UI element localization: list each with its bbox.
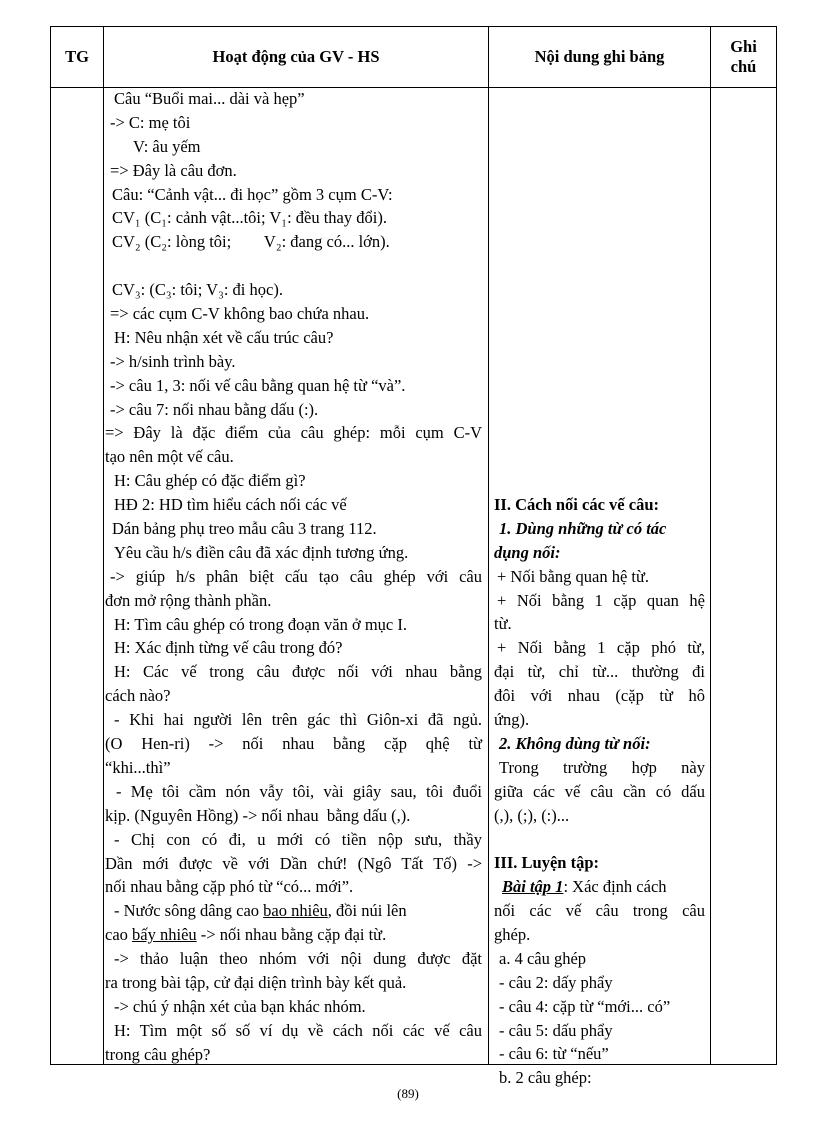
content-line: a. 4 câu ghép: [499, 948, 587, 968]
activity-line: CV₁ (C₁: cảnh vật...tôi; V₁: đều thay đổi).: [112, 208, 387, 228]
activity-line: => các cụm C-V không bao chứa nhau.: [110, 304, 370, 324]
activity-line: tạo nên một vế câu.: [105, 447, 234, 467]
content-line: từ.: [494, 614, 512, 634]
content-text: : Xác định cách: [563, 877, 667, 897]
exercise-title-line: [494, 875, 705, 899]
exercise-title: Bài tập 1: [502, 877, 564, 897]
subheading: 2. Không dùng từ nối:: [499, 733, 651, 753]
activity-line: kịp. (Nguyên Hồng) -> nối nhau bằng dấu (,).: [105, 805, 411, 825]
content-line: Trong trường hợp này: [499, 757, 705, 777]
activity-line-mixed: [105, 899, 482, 923]
header-note: Ghi chú: [730, 37, 757, 76]
activity-line: (O Hen-ri) -> nối nhau bằng cặp qhệ từ: [105, 734, 482, 754]
activity-line: H: Các vế trong câu được nối với nhau bằng: [114, 662, 482, 682]
content-line: + Nối bằng 1 cặp quan hệ: [497, 590, 705, 610]
activity-line: ra trong bài tập, cử đại diện trình bày kết quả.: [105, 972, 407, 992]
activity-line: -> giúp h/s phân biệt cấu tạo câu ghép với câu: [110, 566, 482, 586]
activity-text: cao: [105, 925, 128, 945]
activity-text: -> nối nhau bằng cặp đại từ.: [200, 925, 387, 945]
activity-line: Dần mới được về với Dần chứ! (Ngô Tất Tố) ->: [105, 853, 482, 873]
activity-line: Yêu cầu h/s điền câu đã xác định tương ứng.: [114, 542, 409, 562]
table-header-row: [51, 27, 776, 88]
section-heading-text: II. Cách nối các vế câu:: [494, 495, 659, 514]
content-line: nối các vế câu trong câu: [494, 901, 705, 921]
activity-line: H: Xác định từng vế câu trong đó?: [114, 638, 343, 658]
activity-line: -> chú ý nhận xét của bạn khác nhóm.: [114, 996, 366, 1016]
content-line: b. 2 câu ghép:: [499, 1068, 592, 1088]
content-line: đại từ, chỉ từ... thường đi: [494, 662, 705, 682]
activity-line-mixed: [105, 923, 482, 947]
activity-line: CV₂ (C₂: lòng tôi; V₂: đang có... lớn).: [112, 232, 390, 252]
content-line: + Nối bằng 1 cặp phó từ,: [497, 638, 705, 658]
header-activity: Hoạt động của GV - HS: [212, 47, 380, 66]
content-line: ghép.: [494, 925, 531, 945]
activity-line: - Chị con có đi, u mới có tiền nộp sưu, thầy: [114, 829, 482, 849]
header-tg: TG: [65, 47, 89, 66]
activity-line: Câu “Buổi mai... dài và hẹp”: [114, 89, 305, 108]
activity-line: đơn mở rộng thành phần.: [105, 590, 272, 610]
activity-line: => Đây là câu đơn.: [110, 160, 237, 180]
underlined-word: bấy nhiêu: [132, 925, 197, 945]
activity-line: - Mẹ tôi cầm nón vẫy tôi, vài giây sau, tôi đuổi: [116, 781, 482, 801]
activity-line: - Khi hai người lên trên gác thì Giôn-xi đã ngủ.: [114, 710, 482, 730]
activity-cell: [105, 87, 482, 1064]
activity-line: cách nào?: [105, 686, 171, 706]
activity-line: V: âu yếm: [133, 136, 201, 156]
activity-line: CV₃: (C₃: tôi; V₃: đi học).: [112, 280, 283, 300]
content-cell: [494, 87, 705, 1088]
activity-line: nối nhau bằng cặp phó từ “có... mới”.: [105, 877, 354, 897]
content-line: - câu 5: dấu phẩy: [499, 1020, 613, 1040]
activity-line: -> C: mẹ tôi: [110, 112, 191, 132]
activity-line: -> câu 7: nối nhau bằng dấu (:).: [110, 399, 319, 419]
content-line: - câu 4: cặp từ “mới... có”: [499, 996, 671, 1016]
content-line: (,), (;), (:)...: [494, 805, 570, 825]
column-divider: [103, 27, 104, 1064]
content-line: + Nối bằng quan hệ từ.: [497, 566, 650, 586]
activity-line: -> thảo luận theo nhóm với nội dung được đặt: [114, 949, 482, 969]
underlined-word: bao nhiêu: [263, 901, 328, 921]
header-content: Nội dung ghi bảng: [534, 47, 665, 66]
section-heading: [494, 493, 705, 517]
activity-text: - Nước sông dâng cao: [114, 901, 260, 921]
activity-line: H: Câu ghép có đặc điểm gì?: [114, 471, 306, 491]
activity-line: => Đây là đặc điểm của câu ghép: mỗi cụm C-V: [105, 423, 482, 443]
content-line: - câu 2: dấy phẩy: [499, 972, 613, 992]
activity-line: H: Tìm câu ghép có trong đoạn văn ở mục I.: [114, 614, 407, 634]
subheading: 1. Dùng những từ có tác: [499, 518, 667, 538]
content-line-blank: [494, 827, 705, 851]
page-number: (89): [397, 1086, 419, 1101]
section-heading: III. Luyện tập:: [494, 853, 599, 873]
activity-line: -> h/sinh trình bày.: [110, 351, 236, 371]
activity-line: -> câu 1, 3: nối vế câu bằng quan hệ từ “và”.: [110, 375, 406, 395]
activity-line: trong câu ghép?: [105, 1044, 211, 1064]
activity-line-blank: [105, 254, 482, 278]
activity-line: Câu: “Cảnh vật... đi học” gồm 3 cụm C-V:: [112, 184, 393, 204]
content-line: - câu 6: từ “nếu”: [499, 1044, 609, 1064]
activity-line: “khi...thì”: [105, 757, 171, 777]
column-divider: [710, 27, 711, 1064]
activity-text: , đồi núi lên: [327, 901, 407, 921]
content-line: đôi với nhau (cặp từ hô: [494, 686, 705, 706]
activity-line: HĐ 2: HD tìm hiểu cách nối các vế: [114, 495, 347, 515]
lesson-table: [50, 26, 777, 1088]
activity-line: H: Tìm một số số ví dụ về cách nối các vế câu: [114, 1020, 482, 1040]
activity-line: Dán bảng phụ treo mẫu câu 3 trang 112.: [112, 519, 377, 539]
content-line: giữa các vế câu cần có dấu: [494, 781, 705, 801]
content-line: ứng).: [494, 710, 530, 730]
activity-line: H: Nêu nhận xét về cấu trúc câu?: [114, 327, 334, 347]
subheading: dụng nối:: [494, 542, 561, 562]
column-divider: [488, 27, 489, 1064]
